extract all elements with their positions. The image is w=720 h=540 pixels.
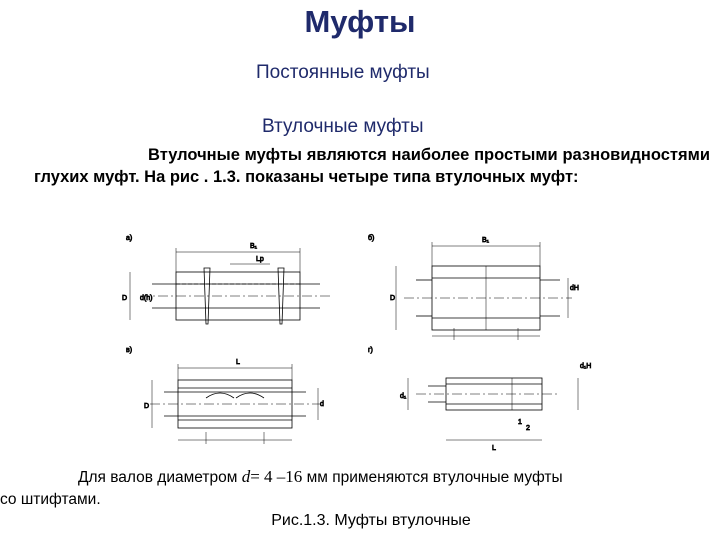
panel-label-v: в) [126, 347, 133, 354]
drawing-b [368, 234, 579, 340]
caption-symbol: d [241, 467, 251, 486]
panel-label-g: г) [368, 347, 373, 354]
dim-label: d₁H [580, 363, 592, 370]
figure-caption [0, 512, 720, 530]
caption-text-after: мм применяются втулочные муфты [302, 469, 563, 486]
figure-name: Муфты втулочные [329, 512, 471, 529]
drawing-g [368, 347, 591, 452]
figure-label: Рис.1.3. [271, 512, 330, 529]
dim-label: L [236, 359, 240, 366]
dim-label: 1 [518, 419, 522, 426]
coupling-drawings [120, 228, 600, 469]
caption-range: 4 –16 [264, 467, 303, 486]
panel-label-a: а) [126, 235, 133, 242]
dim-label: B₁ [482, 237, 490, 244]
caption-text [0, 466, 720, 511]
dim-label: L [492, 445, 496, 452]
dim-label: D [122, 295, 128, 302]
coupling-drawings-svg [120, 228, 600, 464]
dim-label: Lp [256, 256, 264, 263]
subtitle: Постоянные муфты [256, 62, 430, 83]
dim-label: D [390, 295, 396, 302]
caption-line2: со штифтами. [0, 491, 101, 508]
dim-label: B₁ [250, 243, 258, 250]
drawing-v [126, 347, 324, 444]
caption-text-before: Для валов диаметром [78, 469, 242, 486]
dim-label: 2 [526, 425, 530, 432]
page-title: Муфты [304, 4, 416, 39]
caption-eq: = [250, 467, 265, 486]
dim-label: D [144, 403, 150, 410]
panel-label-b: б) [368, 235, 375, 242]
dim-label: d(h) [140, 295, 153, 302]
intro-paragraph: Втулочные муфты являются наиболее простыми разновидностями глухих муфт. На рис . 1.3. показаны четыре типа втулочных муфт: [34, 146, 710, 186]
section-title: Втулочные муфты [262, 116, 424, 137]
dim-label: d₁ [400, 393, 407, 400]
dim-label: dH [570, 285, 579, 292]
dim-label: d [320, 401, 324, 408]
drawing-a [122, 235, 332, 324]
